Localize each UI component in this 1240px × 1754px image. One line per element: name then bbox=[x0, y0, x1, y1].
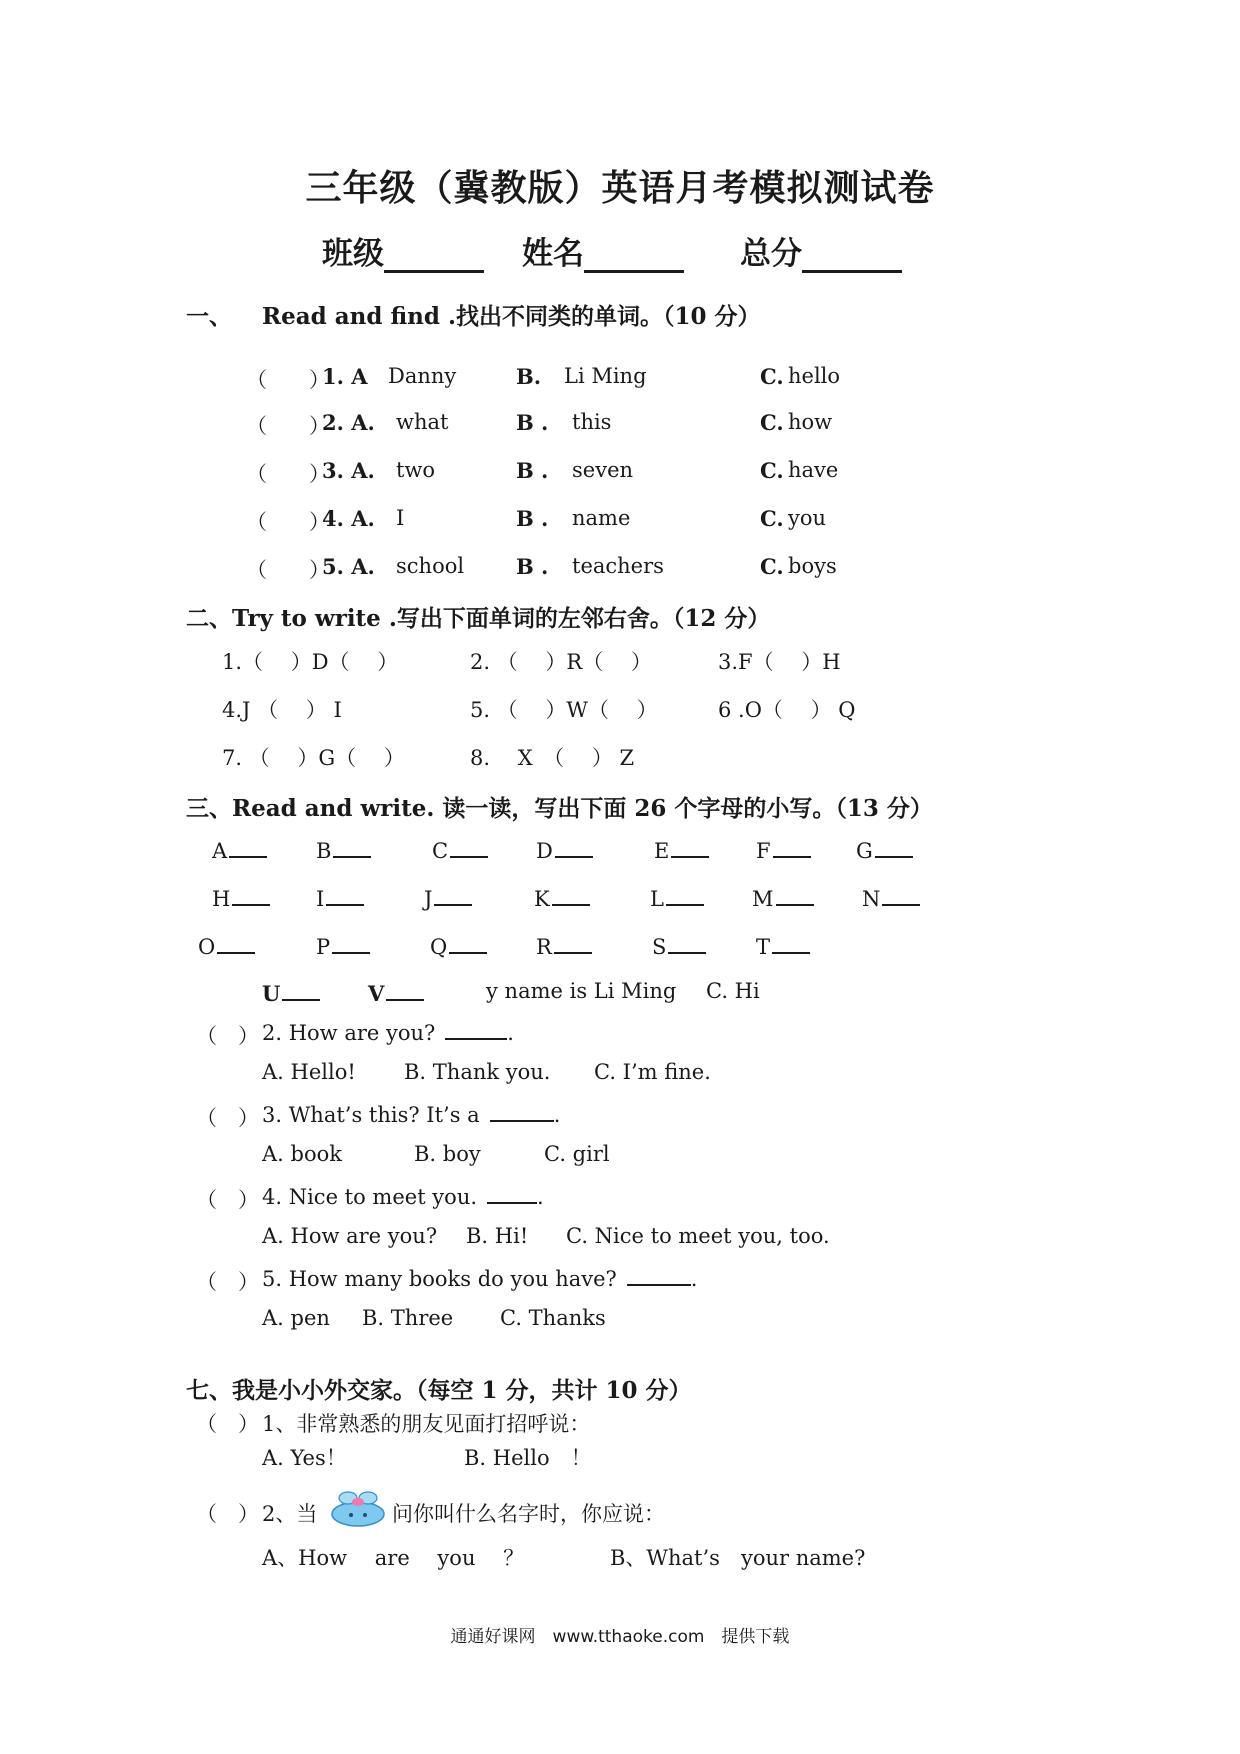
letter-item bbox=[752, 884, 814, 911]
uppercase-letter: A bbox=[212, 839, 228, 863]
option-b[interactable]: name bbox=[572, 506, 631, 530]
section3-title: 三、Read and write. 读一读，写出下面 26 个字母的小写。（13 分） bbox=[186, 795, 933, 822]
lowercase-blank[interactable] bbox=[386, 979, 424, 1001]
letter-item bbox=[212, 884, 270, 911]
s7-q2-option-a[interactable]: A、How are you ？ bbox=[262, 1546, 525, 1570]
uppercase-letter: F bbox=[756, 839, 771, 863]
answer-blank[interactable] bbox=[627, 1266, 691, 1286]
answer-paren[interactable]: （ ） bbox=[196, 1188, 259, 1212]
question-stem: 2. How are you? bbox=[262, 1021, 436, 1045]
uppercase-letter: E bbox=[654, 839, 670, 863]
choice-option[interactable]: A. book bbox=[262, 1142, 342, 1166]
choice-option[interactable]: B. boy bbox=[414, 1142, 481, 1166]
score-label: 总分 bbox=[740, 236, 802, 272]
letter-item bbox=[424, 884, 472, 911]
uppercase-letter: P bbox=[316, 935, 331, 959]
lowercase-blank[interactable] bbox=[772, 932, 810, 954]
letter-item bbox=[756, 836, 811, 863]
option-c[interactable]: boys bbox=[788, 554, 837, 578]
question-text bbox=[262, 1102, 560, 1127]
letter-item bbox=[198, 932, 255, 959]
choice-option[interactable]: C. girl bbox=[544, 1142, 610, 1166]
name-field bbox=[522, 228, 684, 273]
lowercase-blank[interactable] bbox=[217, 932, 255, 954]
uppercase-letter: R bbox=[536, 935, 552, 959]
choice-option[interactable]: C. Thanks bbox=[500, 1306, 606, 1330]
section1-number: 一、 bbox=[186, 303, 232, 330]
letter-item bbox=[536, 932, 592, 959]
option-a[interactable]: two bbox=[396, 458, 436, 482]
answer-paren[interactable]: （ ） bbox=[246, 462, 330, 486]
option-a[interactable]: I bbox=[396, 506, 405, 530]
lowercase-blank[interactable] bbox=[449, 932, 487, 954]
option-b-letter: B . bbox=[516, 458, 549, 483]
choice-option[interactable]: A. How are you? bbox=[262, 1224, 438, 1248]
lowercase-blank[interactable] bbox=[229, 836, 267, 858]
neighbor-letter-item[interactable]: 1.（ ）D（ ） bbox=[222, 650, 399, 674]
lowercase-blank[interactable] bbox=[671, 836, 709, 858]
choice-option[interactable]: C. Nice to meet you, too. bbox=[566, 1224, 830, 1248]
letter-item bbox=[534, 884, 590, 911]
lowercase-blank[interactable] bbox=[333, 836, 371, 858]
option-c-letter: C. bbox=[760, 364, 784, 389]
question-stem: 4. Nice to meet you. bbox=[262, 1185, 478, 1209]
question-text bbox=[262, 1266, 697, 1291]
lowercase-blank[interactable] bbox=[450, 836, 488, 858]
lowercase-blank[interactable] bbox=[552, 884, 590, 906]
s7-q2-post: 问你叫什么名字时，你应说： bbox=[392, 1502, 665, 1526]
answer-blank[interactable] bbox=[487, 1184, 537, 1204]
choice-option[interactable]: A. Hello! bbox=[262, 1060, 356, 1084]
lowercase-blank[interactable] bbox=[773, 836, 811, 858]
lowercase-blank[interactable] bbox=[434, 884, 472, 906]
lowercase-blank[interactable] bbox=[668, 932, 706, 954]
row4-fragment: y name is Li Ming bbox=[486, 979, 677, 1003]
question-end: . bbox=[507, 1021, 514, 1045]
name-blank[interactable] bbox=[584, 270, 684, 273]
uppercase-letter: S bbox=[652, 935, 667, 959]
letter-item bbox=[316, 884, 364, 911]
answer-paren[interactable]: （ ） bbox=[246, 414, 330, 438]
neighbor-letter-item[interactable]: 4.J （ ） I bbox=[222, 698, 342, 722]
option-b-letter: B . bbox=[516, 554, 549, 579]
option-c-letter: C. bbox=[760, 506, 784, 531]
page-title: 三年级（冀教版）英语月考模拟测试卷 bbox=[305, 167, 935, 209]
question-end: . bbox=[537, 1185, 544, 1209]
letter-item bbox=[856, 836, 913, 863]
option-c[interactable]: hello bbox=[788, 364, 841, 388]
letter-item bbox=[212, 836, 267, 863]
section2-title: 二、Try to write .写出下面单词的左邻右舍。（12 分） bbox=[186, 605, 771, 632]
uppercase-letter: U bbox=[262, 981, 281, 1006]
letter-item bbox=[262, 979, 320, 1006]
uppercase-letter: H bbox=[212, 887, 231, 911]
letter-item bbox=[536, 836, 593, 863]
section1-title: Read and find .找出不同类的单词。（10 分） bbox=[262, 303, 761, 330]
answer-paren[interactable]: （ ） bbox=[196, 1024, 259, 1048]
s7-q2-option-b[interactable]: B、What’s your name? bbox=[610, 1546, 866, 1570]
lowercase-blank[interactable] bbox=[232, 884, 270, 906]
name-label: 姓名 bbox=[522, 236, 584, 272]
uppercase-letter: I bbox=[316, 887, 325, 911]
row4-option-c: C. Hi bbox=[706, 979, 760, 1003]
footer-credit: 通通好课网 www.tthaoke.com 提供下载 bbox=[450, 1627, 790, 1647]
letter-item bbox=[368, 979, 424, 1006]
choice-option[interactable]: C. I’m fine. bbox=[594, 1060, 711, 1084]
option-c[interactable]: you bbox=[788, 506, 827, 530]
lowercase-blank[interactable] bbox=[776, 884, 814, 906]
score-field bbox=[740, 228, 902, 273]
uppercase-letter: J bbox=[424, 887, 433, 911]
letter-item bbox=[654, 836, 709, 863]
letter-item bbox=[756, 932, 810, 959]
choice-option[interactable]: B. Thank you. bbox=[404, 1060, 551, 1084]
option-c[interactable]: how bbox=[788, 410, 833, 434]
letter-item bbox=[432, 836, 488, 863]
question-end: . bbox=[690, 1267, 698, 1291]
option-b[interactable]: seven bbox=[572, 458, 634, 482]
answer-paren[interactable]: （ ） bbox=[196, 1106, 259, 1130]
neighbor-letter-item[interactable]: 6 .O（ ） Q bbox=[718, 698, 856, 722]
question-stem: 5. How many books do you have? bbox=[262, 1267, 617, 1291]
uppercase-letter: Q bbox=[430, 935, 448, 959]
class-blank[interactable] bbox=[384, 270, 484, 273]
letter-item bbox=[430, 932, 487, 959]
uppercase-letter: V bbox=[368, 981, 385, 1006]
question-number: 3. A. bbox=[322, 458, 375, 483]
option-a[interactable]: Danny bbox=[388, 364, 457, 388]
s7-q1-paren[interactable]: （ ） bbox=[196, 1412, 259, 1436]
letter-item bbox=[316, 932, 370, 959]
uppercase-letter: B bbox=[316, 839, 332, 863]
lowercase-blank[interactable] bbox=[555, 836, 593, 858]
question-number: 4. A. bbox=[322, 506, 375, 531]
option-b-letter: B. bbox=[516, 364, 542, 389]
option-b-letter: B . bbox=[516, 410, 549, 435]
answer-paren[interactable]: （ ） bbox=[246, 558, 330, 582]
neighbor-letter-item[interactable]: 7. （ ）G（ ） bbox=[222, 746, 405, 770]
s7-q1-option-b[interactable]: B. Hello ！ bbox=[464, 1446, 592, 1470]
question-text bbox=[262, 1184, 544, 1209]
score-blank[interactable] bbox=[802, 270, 902, 273]
answer-paren[interactable]: （ ） bbox=[246, 510, 330, 534]
class-label: 班级 bbox=[322, 236, 384, 272]
uppercase-letter: D bbox=[536, 839, 553, 863]
choice-option[interactable]: A. pen bbox=[262, 1306, 330, 1330]
answer-paren[interactable]: （ ） bbox=[196, 1270, 259, 1294]
uppercase-letter: N bbox=[862, 887, 881, 911]
lowercase-blank[interactable] bbox=[332, 932, 370, 954]
uppercase-letter: K bbox=[534, 887, 550, 911]
choice-option[interactable]: B. Three bbox=[362, 1306, 454, 1330]
letter-item bbox=[650, 884, 704, 911]
lowercase-blank[interactable] bbox=[554, 932, 592, 954]
neighbor-letter-item[interactable]: 2. （ ）R（ ） bbox=[470, 650, 652, 674]
option-b[interactable]: this bbox=[572, 410, 612, 434]
lowercase-blank[interactable] bbox=[326, 884, 364, 906]
question-number: 1. A bbox=[322, 364, 368, 389]
lowercase-blank[interactable] bbox=[882, 884, 920, 906]
s7-q1-text: 1、非常熟悉的朋友见面打招呼说： bbox=[262, 1412, 591, 1436]
option-b[interactable]: teachers bbox=[572, 554, 664, 578]
answer-paren[interactable]: （ ） bbox=[246, 368, 330, 392]
question-end: . bbox=[553, 1103, 561, 1127]
neighbor-letter-item[interactable]: 8. X （ ） Z bbox=[470, 746, 635, 770]
question-number: 2. A. bbox=[322, 410, 375, 435]
letter-item bbox=[862, 884, 920, 911]
lowercase-blank[interactable] bbox=[666, 884, 704, 906]
question-stem: 3. What’s this? It’s a bbox=[262, 1103, 480, 1127]
uppercase-letter: M bbox=[752, 887, 774, 911]
question-number: 5. A. bbox=[322, 554, 375, 579]
answer-blank[interactable] bbox=[490, 1102, 554, 1122]
s7-q2-pre: 2、当 bbox=[262, 1502, 318, 1526]
uppercase-letter: C bbox=[432, 839, 449, 863]
option-c[interactable]: have bbox=[788, 458, 839, 482]
option-a[interactable]: school bbox=[396, 554, 465, 578]
uppercase-letter: T bbox=[756, 935, 771, 959]
option-c-letter: C. bbox=[760, 458, 784, 483]
option-a[interactable]: what bbox=[396, 410, 449, 434]
option-b[interactable]: Li Ming bbox=[564, 364, 647, 388]
question-text bbox=[262, 1020, 514, 1045]
uppercase-letter: L bbox=[650, 887, 664, 911]
uppercase-letter: O bbox=[198, 935, 216, 959]
lowercase-blank[interactable] bbox=[282, 979, 320, 1001]
answer-blank[interactable] bbox=[445, 1020, 507, 1040]
uppercase-letter: G bbox=[856, 839, 873, 863]
letter-item bbox=[652, 932, 706, 959]
option-b-letter: B . bbox=[516, 506, 549, 531]
s7-q2-paren[interactable]: （ ） bbox=[196, 1502, 259, 1526]
lowercase-blank[interactable] bbox=[875, 836, 913, 858]
neighbor-letter-item[interactable]: 3.F（ ）H bbox=[718, 650, 841, 674]
letter-item bbox=[316, 836, 371, 863]
rabbit-icon bbox=[328, 1488, 388, 1528]
neighbor-letter-item[interactable]: 5. （ ）W（ ） bbox=[470, 698, 658, 722]
s7-q1-option-a[interactable]: A. Yes！ bbox=[262, 1446, 347, 1470]
section7-title: 七、我是小小外交家。（每空 1 分，共计 10 分） bbox=[186, 1377, 692, 1404]
class-field bbox=[322, 228, 484, 273]
option-c-letter: C. bbox=[760, 410, 784, 435]
option-c-letter: C. bbox=[760, 554, 784, 579]
choice-option[interactable]: B. Hi! bbox=[466, 1224, 529, 1248]
